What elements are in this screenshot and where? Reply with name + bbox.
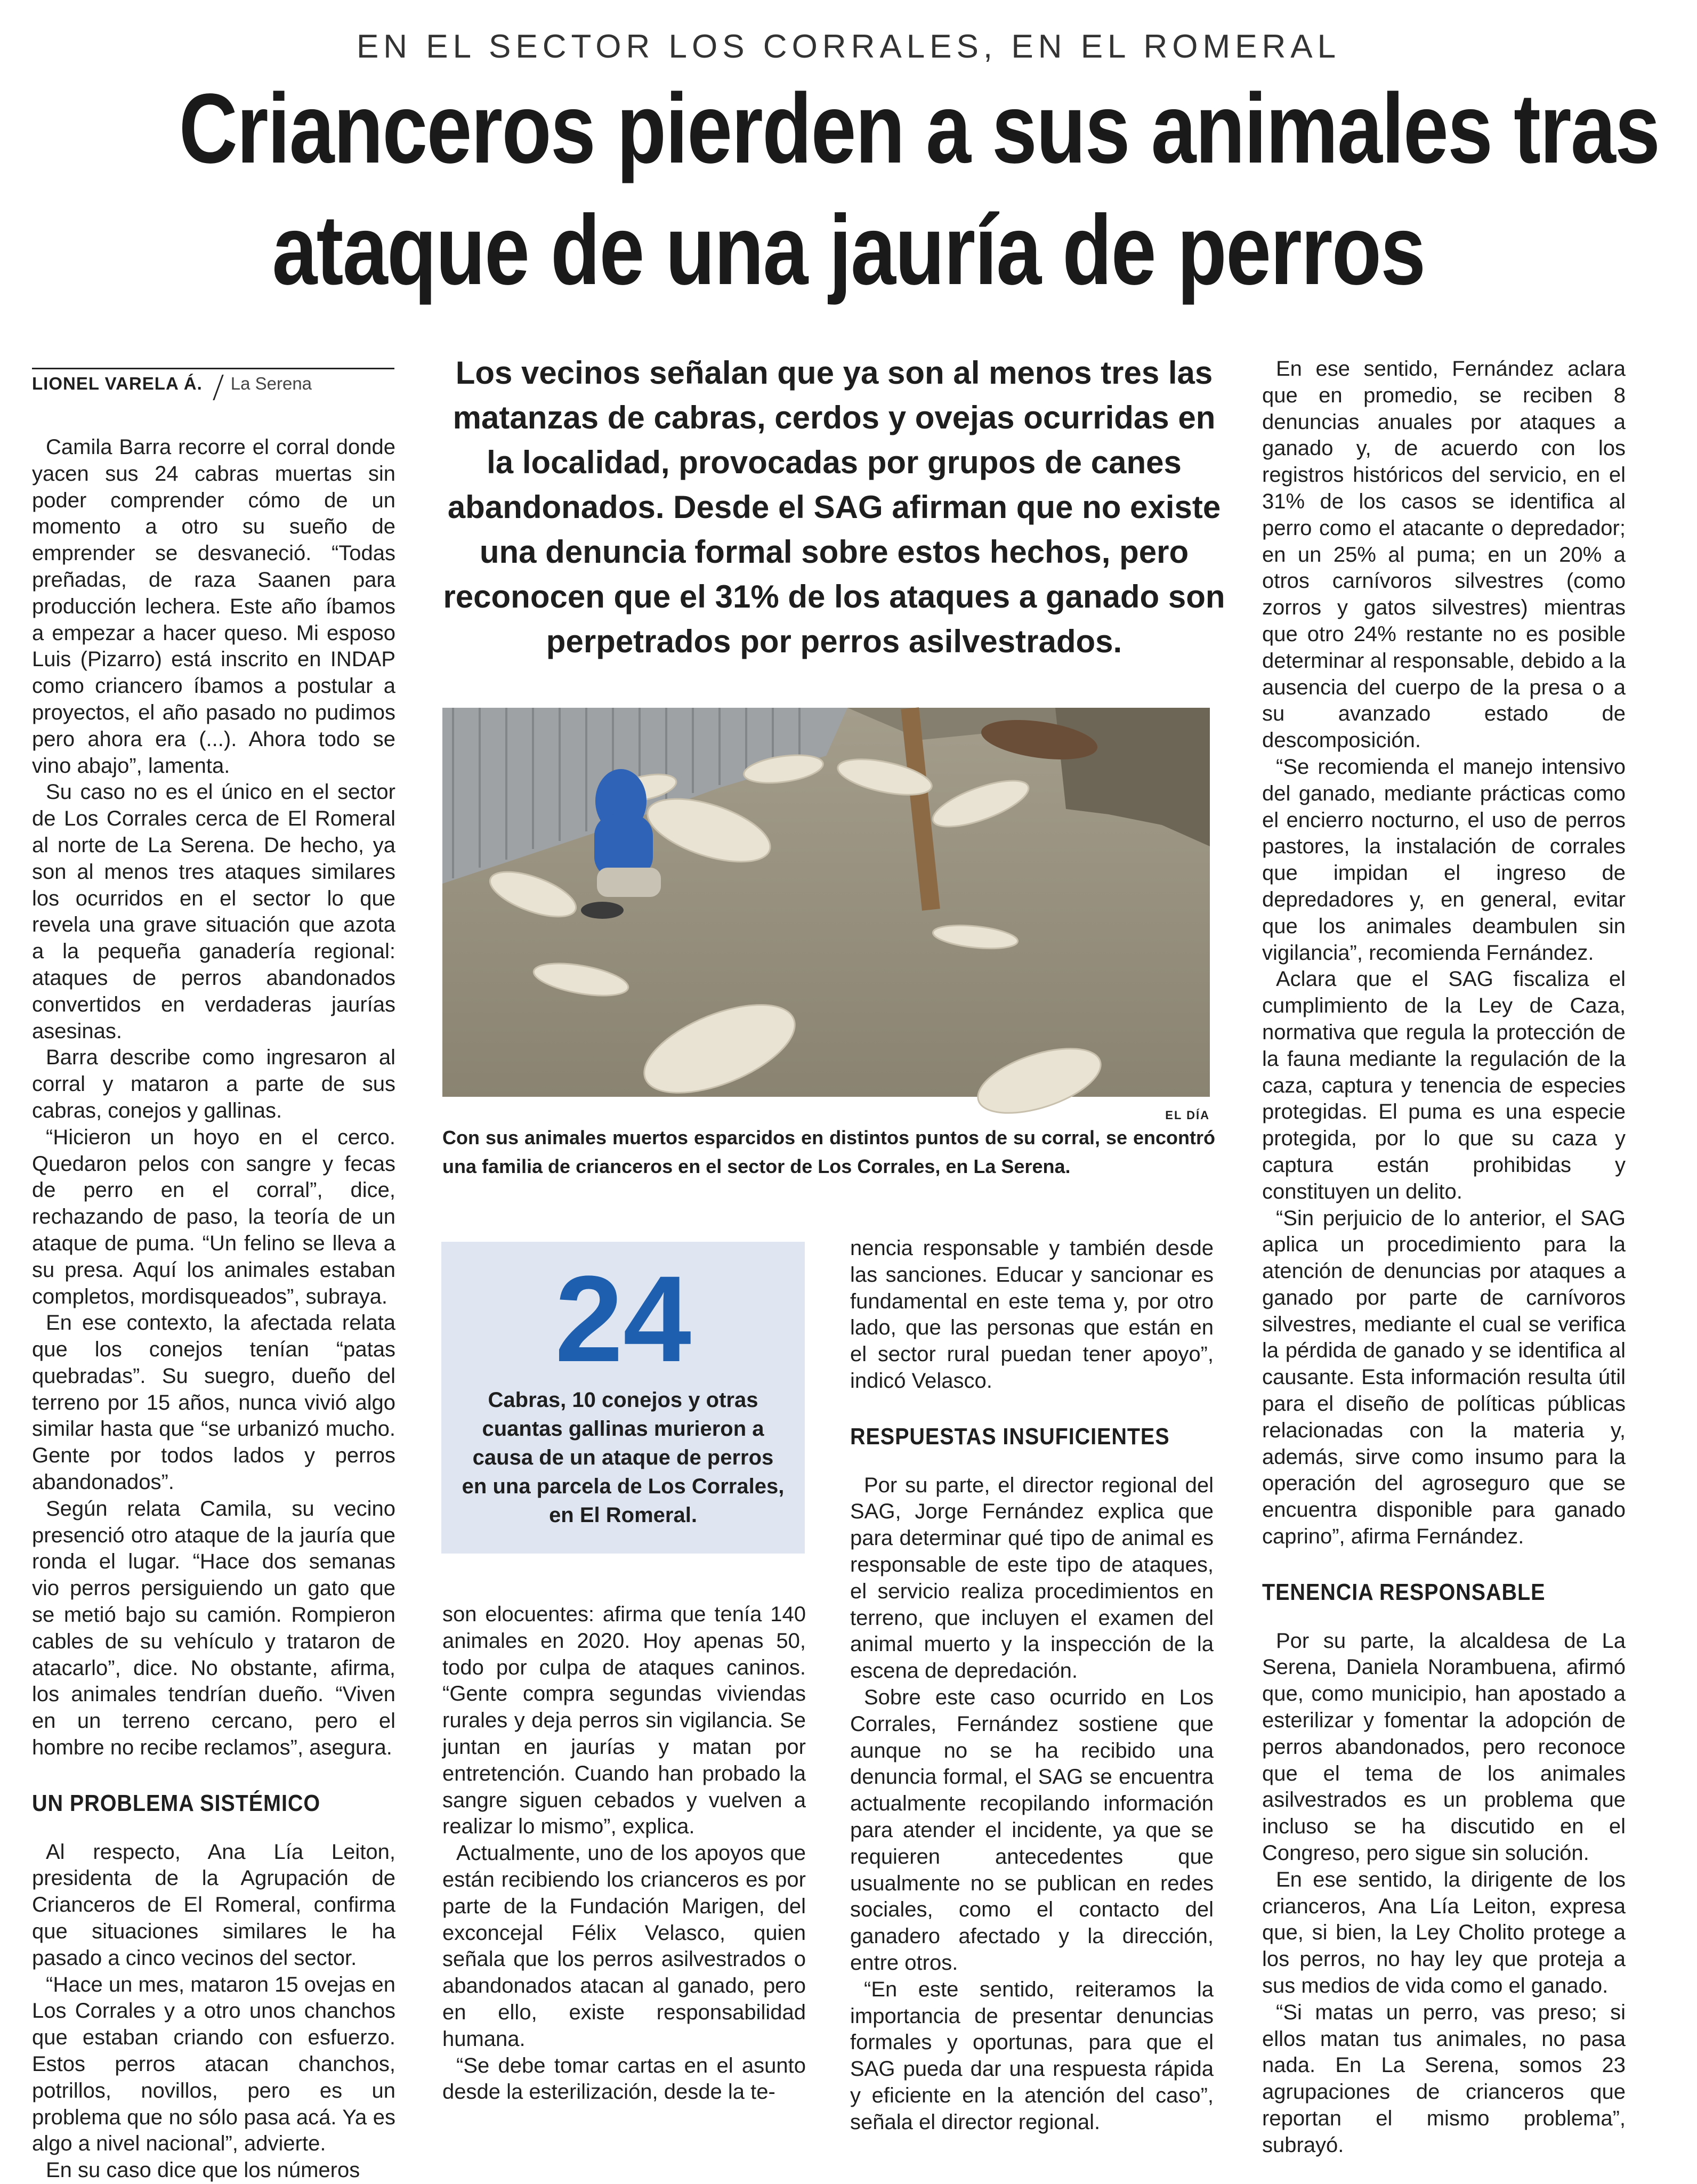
kicker: EN EL SECTOR LOS CORRALES, EN EL ROMERAL: [356, 28, 1341, 65]
paragraph: Actualmente, uno de los apoyos que están recibiendo los crianceros es por parte de la Fundación Marigen, del exconcejal Félix Velasco, quien señala que los perros asilvestrados o abandonados atacan al ganado, pero en ello, existe responsabilidad humana.: [442, 1841, 806, 2051]
paragraph: En ese contexto, la afectada relata que los conejos tenían “patas quebradas”. Su suegro, dueño del terreno por 15 años, nunca vivió algo similar hasta que “se urbanizó mucho. Gente por todos lados y perros abandonados”.: [32, 1311, 395, 1494]
paragraph: “Se debe tomar cartas en el asunto desde la esterilización, desde la te-: [442, 2053, 806, 2104]
byline: [32, 368, 394, 400]
column-4: [1262, 356, 1626, 2157]
highlight-text: Cabras, 10 conejos y otras cuantas gallinas murieron a causa de un ataque de perros en una parcela de Los Corrales, en El Romeral.: [462, 1388, 785, 1527]
paragraph: Camila Barra recorre el corral donde yacen sus 24 cabras muertas sin poder comprender cómo de un momento a otro su sueño de emprender se desvaneció. “Todas preñadas, de raza Saanen para producción lechera. Este año íbamos a empezar a hacer queso. Mi esposo Luis (Pizarro) está inscrito en INDAP como criancero íbamos a postular a proyectos, el año pasado no pudimos pero ahora era (...). Ahora todo se vino abajo”, lamenta.: [32, 435, 395, 778]
deck: Los vecinos señalan que ya son al menos tres las matanzas de cabras, cerdos y ovejas ocurridas en la localidad, provocadas por grupos de canes abandonados. Desde el SAG afirman que no existe una denuncia formal sobre estos hechos, pero reconocen que el 31% de los ataques a ganado son perpetrados por perros asilvestrados.: [443, 355, 1225, 659]
paragraph: Al respecto, Ana Lía Leiton, presidenta de la Agrupación de Crianceros de El Romeral, confirma que situaciones similares le ha pasado a cinco vecinos del sector.: [32, 1840, 395, 1970]
news-photo: [442, 708, 1210, 1097]
paragraph: “Se recomienda el manejo intensivo del ganado, mediante prácticas como el encierro nocturno, el uso de perros pastores, la instalación de corrales que impidan el ingreso de depredadores y, en general, evitar que los animales deambulen sin vigilancia”, recomienda Fernández.: [1262, 755, 1626, 965]
byline-author: LIONEL VARELA Á.: [32, 374, 203, 393]
paragraph: son elocuentes: afirma que tenía 140 animales en 2020. Hoy apenas 50, todo por culpa de ataques caninos. “Gente compra segundas viviendas rurales y deja perros sin vigilancia. Se juntan en jaurías y matan por entretención. Cuando han probado la sangre siguen cebados y vuelven a realizar lo mismo”, explica.: [442, 1603, 806, 1839]
paragraph: nencia responsable y también desde las sanciones. Educar y sancionar es fundamental en este tema y, por otro lado, que las personas que están en el sector rural puedan tener apoyo”, indicó Velasco.: [850, 1236, 1214, 1393]
paragraph: En su caso dice que los números: [46, 2158, 360, 2182]
byline-divider: [213, 375, 223, 400]
paragraph: Barra describe como ingresaron al corral y mataron a parte de sus cabras, conejos y gallinas.: [32, 1046, 395, 1122]
headline: [179, 68, 1660, 311]
subheading: TENENCIA RESPONSABLE: [1262, 1579, 1546, 1605]
paragraph: “Hace un mes, mataron 15 ovejas en Los Corrales y a otro unos chanchos que estaban criando con esfuerzo. Estos perros atacan chanchos, potrillos, novillos, pero es un problema que no sólo pasa acá. Ya es algo a nivel nacional”, advierte.: [32, 1972, 395, 2156]
paragraph: En ese sentido, la dirigente de los crianceros, Ana Lía Leiton, expresa que, si bien, la Ley Cholito protege a los perros, no hay ley que proteja a sus medios de vida como el ganado.: [1262, 1867, 1626, 1998]
photo-caption: Con sus animales muertos esparcidos en distintos puntos de su corral, se encontró una familia de crianceros en el sector de Los Corrales, en La Serena.: [442, 1127, 1215, 1177]
column-3: [850, 1235, 1214, 2134]
paragraph: Sobre este caso ocurrido en Los Corrales, Fernández sostiene que aunque no se ha recibido una denuncia formal, el SAG se encuentra actualmente recopilando información para atender el incidente, ya que se requieren antecedentes que usualmente no se publican en redes sociales, como el contacto del ganadero afectado y la dirección, entre otros.: [850, 1685, 1214, 1975]
column-1: [32, 434, 395, 2182]
subheading: RESPUESTAS INSUFICIENTES: [850, 1423, 1170, 1450]
subheading: UN PROBLEMA SISTÉMICO: [32, 1790, 321, 1816]
highlight-number: 24: [555, 1250, 691, 1387]
headline-line-2: ataque de una jauría de perros: [272, 195, 1425, 305]
highlight-box: [441, 1242, 805, 1554]
paragraph: “En este sentido, reiteramos la importancia de presentar denuncias formales y oportunas, para que el SAG pueda dar una respuesta rápida y eficiente en la atención del caso”, señala el director regional.: [850, 1977, 1214, 2134]
paragraph: Aclara que el SAG fiscaliza el cumplimiento de la Ley de Caza, normativa que regula la protección de la fauna mediante la regulación de la caza, captura y tenencia de especies protegidas. El puma es una especie protegida, por lo que su caza y captura están prohibidas y constituyen un delito.: [1262, 967, 1626, 1203]
corral-photo-illustration: [442, 708, 1210, 1097]
paragraph: “Hicieron un hoyo en el cerco. Quedaron pelos con sangre y fecas de perro en el corral”, dice, rechazando de paso, la teoría de un ataque de puma. “Un felino se lleva a su presa. Aquí los animales estaban completos, mordisqueados”, subraya.: [32, 1125, 395, 1308]
paragraph: Según relata Camila, su vecino presenció otro ataque de la jauría que ronda el lugar. “Hace dos semanas vio perros persiguiendo un gato que se metió bajo su camión. Rompieron cables de su vehículo y trataron de atacarlo”, dice. No obstante, afirma, los animales tendrían dueño. “Viven en un terreno cercano, pero el hombre no recibe reclamos”, asegura.: [32, 1497, 395, 1760]
paragraph: En ese sentido, Fernández aclara que en promedio, se reciben 8 denuncias anuales por ataques a ganado y, de acuerdo con los registros históricos del servicio, en el 31% de los casos se identifica al perro como el atacante o depredador; en un 25% al puma; en un 20% a otros carnívoros silvestres (como zorros y gatos silvestres) mientras que otro 24% restante no es posible determinar al responsable, debido a la ausencia del cuerpo de la presa o a su avanzado estado de descomposición.: [1262, 357, 1626, 753]
byline-place: La Serena: [230, 374, 312, 393]
column-2: [442, 1601, 806, 2129]
headline-line-1: Crianceros pierden a sus animales tras: [179, 74, 1660, 184]
photo-credit: EL DÍA: [1165, 1109, 1210, 1122]
paragraph: Por su parte, el director regional del SAG, Jorge Fernández explica que para determinar qué tipo de animal es responsable de este tipo de ataques, el servicio realiza procedimientos en terreno, que incluyen el examen del animal muerto y la inspección de la escena de depredación.: [850, 1473, 1214, 1683]
paragraph: Su caso no es el único en el sector de Los Corrales cerca de El Romeral al norte de La Serena. De hecho, ya son al menos tres ataques similares los ocurridos en el sector lo que revela una grave situación que azota a la pequeña ganadería regional: ataques de perros abandonados convertidos en verdaderas jaurías asesinas.: [32, 780, 395, 1043]
paragraph: “Sin perjuicio de lo anterior, el SAG aplica un procedimiento para la atención de denuncias por ataques a ganado por parte de carnívoros silvestres, mediante el cual se verifica la pérdida de ganado y se identifica al causante. Esta información resulta útil para el diseño de políticas públicas relacionadas con la materia y, además, sirve como insumo para la operación del agroseguro que se encuentra disponible para ganado caprino”, afirma Fernández.: [1262, 1206, 1626, 1549]
paragraph: Por su parte, la alcaldesa de La Serena, Daniela Norambuena, afirmó que, como municipio, han apostado a esterilizar y fomentar la adopción de perros abandonados, pero reconoce que el tema de los animales asilvestrados es un problema que incluso se ha discutido en el Congreso, pero sigue sin solución.: [1262, 1629, 1626, 1865]
paragraph: “Si matas un perro, vas preso; si ellos matan tus animales, no pasa nada. En La Serena, somos 23 agrupaciones de crianceros que reportan el mismo problema”, subrayó.: [1262, 2000, 1626, 2157]
